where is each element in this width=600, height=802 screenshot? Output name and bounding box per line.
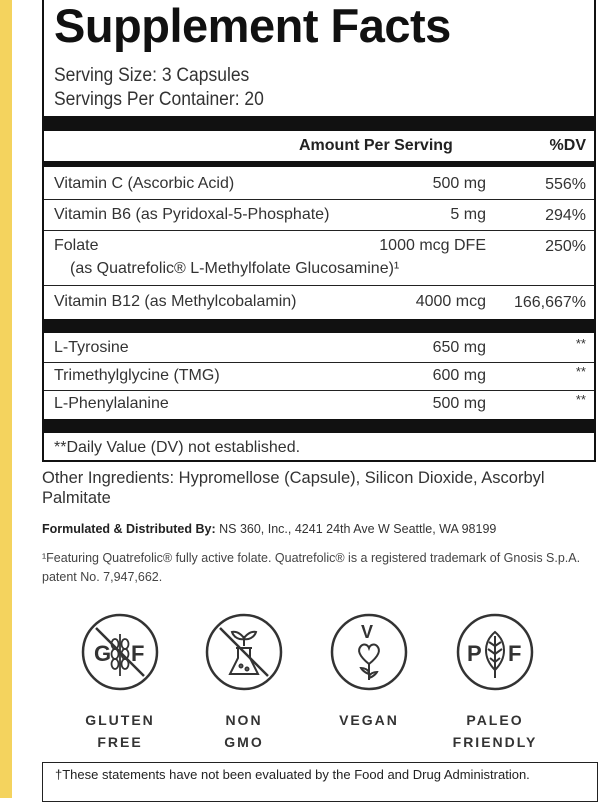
- formulated-label: Formulated & Distributed By:: [42, 522, 216, 536]
- vegan-icon: [329, 612, 409, 692]
- nutrient-dv: 250%: [545, 238, 586, 255]
- svg-text:G: G: [94, 641, 112, 666]
- nutrient-name: L-Tyrosine: [54, 339, 129, 356]
- badge-label-vegan: VEGAN: [339, 712, 399, 728]
- nutrient-amount: 500 mg: [432, 175, 486, 192]
- row-divider: [44, 285, 594, 286]
- nutrient-dv: **: [575, 364, 586, 379]
- nutrient-dv: 556%: [545, 176, 586, 193]
- nutrient-subtext: (as Quatrefolic® L-Methylfolate Glucosamine)¹: [70, 260, 400, 277]
- gluten-free-icon: [80, 612, 160, 692]
- nutrient-amount: 650 mg: [432, 339, 486, 356]
- formulated-by: [42, 522, 496, 536]
- panel-title: Supplement Facts: [54, 0, 451, 52]
- row-divider: [44, 230, 594, 231]
- nutrient-dv: **: [575, 336, 586, 351]
- nutrient-dv: 166,667%: [513, 294, 586, 311]
- nutrient-amount: 600 mg: [432, 367, 486, 384]
- header-amount: Amount Per Serving: [299, 137, 453, 154]
- badge-label-paleo: PALEO FRIENDLY: [452, 712, 538, 750]
- svg-text:V: V: [361, 622, 374, 642]
- yellow-border: [0, 0, 12, 798]
- nutrient-dv: 294%: [545, 207, 586, 224]
- badge-label-non-gmo: NON GMO: [224, 712, 264, 750]
- thick-divider: [44, 319, 594, 333]
- trademark-footnote: ¹Featuring Quatrefolic® fully active folate. Quatrefolic® is a registered trademark of Gnosis S.p.A. patent No. 7,947,662.: [42, 551, 581, 584]
- nutrient-name: Vitamin B6 (as Pyridoxal-5-Phosphate): [54, 206, 330, 223]
- row-divider: [44, 390, 594, 391]
- nutrient-amount: 1000 mcg DFE: [379, 237, 486, 254]
- other-ingredients: Other Ingredients: Hypromellose (Capsule), Silicon Dioxide, Ascorbyl Palmitate: [42, 469, 545, 507]
- badge-label-gluten-free: GLUTEN FREE: [85, 712, 155, 750]
- non-gmo-icon: [204, 612, 284, 692]
- nutrient-amount: 500 mg: [432, 395, 486, 412]
- nutrient-amount: 5 mg: [450, 206, 486, 223]
- formulated-address: NS 360, Inc., 4241 24th Ave W Seattle, WA 98199: [219, 522, 497, 536]
- thick-divider: [44, 116, 594, 131]
- row-divider: [44, 362, 594, 363]
- nutrient-dv: **: [575, 392, 586, 407]
- fda-disclaimer-box: [42, 762, 598, 802]
- nutrient-name: Trimethylglycine (TMG): [54, 367, 220, 384]
- medium-divider: [44, 161, 594, 167]
- serving-size: Serving Size: 3 Capsules: [54, 65, 250, 86]
- servings-per-container: Servings Per Container: 20: [54, 89, 264, 110]
- thick-divider: [44, 419, 594, 433]
- svg-text:F: F: [508, 641, 522, 666]
- paleo-icon: [455, 612, 535, 692]
- nutrient-name: Vitamin B12 (as Methylcobalamin): [54, 293, 297, 310]
- row-divider: [44, 199, 594, 200]
- header-dv: %DV: [549, 137, 586, 154]
- supplement-facts-panel: [42, 0, 596, 462]
- svg-text:F: F: [131, 641, 145, 666]
- fda-disclaimer: †These statements have not been evaluated by the Food and Drug Administration.: [55, 767, 530, 782]
- nutrient-name: Folate: [54, 237, 99, 254]
- dv-note: **Daily Value (DV) not established.: [54, 439, 301, 456]
- nutrient-name: Vitamin C (Ascorbic Acid): [54, 175, 235, 192]
- nutrient-amount: 4000 mcg: [415, 293, 486, 310]
- svg-text:P: P: [467, 641, 482, 666]
- nutrient-name: L-Phenylalanine: [54, 395, 169, 412]
